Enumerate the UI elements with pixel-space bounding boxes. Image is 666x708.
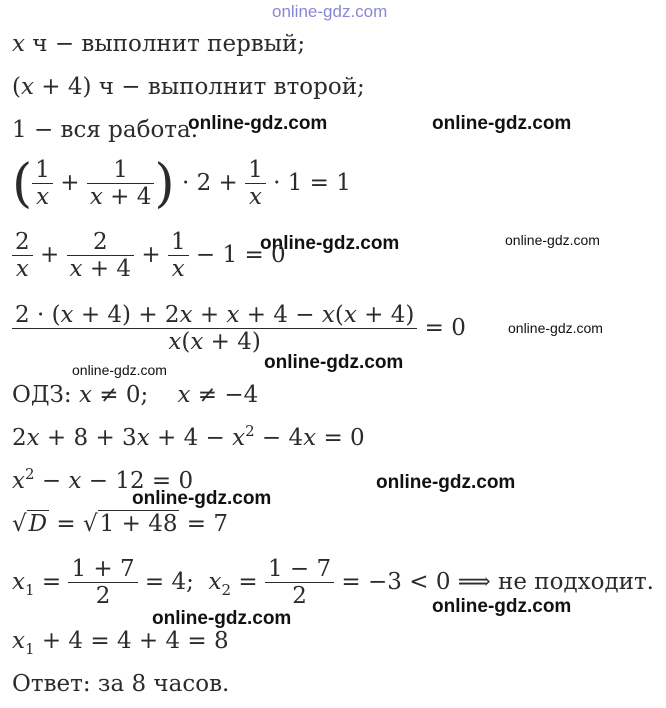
line-7: ОДЗ: x ≠ 0; x ≠ −4 (12, 382, 259, 408)
line-1: x ч − выполнит первый; (12, 31, 306, 57)
watermark: online-gdz.com (260, 233, 400, 254)
watermark: online-gdz.com (432, 596, 572, 617)
watermark: online-gdz.com (152, 608, 292, 629)
watermark: online-gdz.com (188, 113, 328, 134)
line-8: $2x + 8 + 3x + 4 - x^2 - 4x = 0$ (12, 422, 365, 451)
watermark: online-gdz.com (272, 2, 388, 21)
watermark: online-gdz.com (264, 352, 404, 373)
watermark: online-gdz.com (432, 113, 572, 134)
line-12: $x_1 + 4 = 4 + 4 = 8$ (12, 628, 229, 658)
line-11: $x_1$ = $\frac{1 + 7}{2}$ = 4; $x_2$ = $\frac{1 - 7}{2}$ = −3 < 0 ⟹ не подходит. (12, 556, 654, 610)
line-13: Ответ: за 8 часов. (12, 671, 230, 697)
line-2: (x + 4) ч − выполнит второй; (12, 74, 365, 100)
watermark: online-gdz.com (508, 320, 603, 336)
line-3: 1 − вся работа. (12, 117, 199, 143)
line-10: √D = √1 + 48 = 7 (12, 511, 228, 537)
watermark: online-gdz.com (505, 232, 600, 248)
watermark: online-gdz.com (376, 472, 516, 493)
line-6: $\frac{2 \cdot (x + 4) + 2x + x + 4 - x(x + 4)}{x(x + 4)}$ = 0 (12, 302, 466, 356)
line-9: $x^2 - x - 12 = 0$ (12, 465, 194, 494)
watermark: online-gdz.com (72, 362, 167, 378)
watermark: online-gdz.com (132, 488, 272, 509)
line-5: $\frac{2}{x}$ + $\frac{2}{x + 4}$ + $\frac{1}{x}$ − 1 = 0 (12, 229, 286, 283)
line-4: ( $\frac{1}{x}$ + $\frac{1}{x + 4}$ ) · 2 + $\frac{1}{x}$ · 1 = 1 (12, 153, 351, 214)
